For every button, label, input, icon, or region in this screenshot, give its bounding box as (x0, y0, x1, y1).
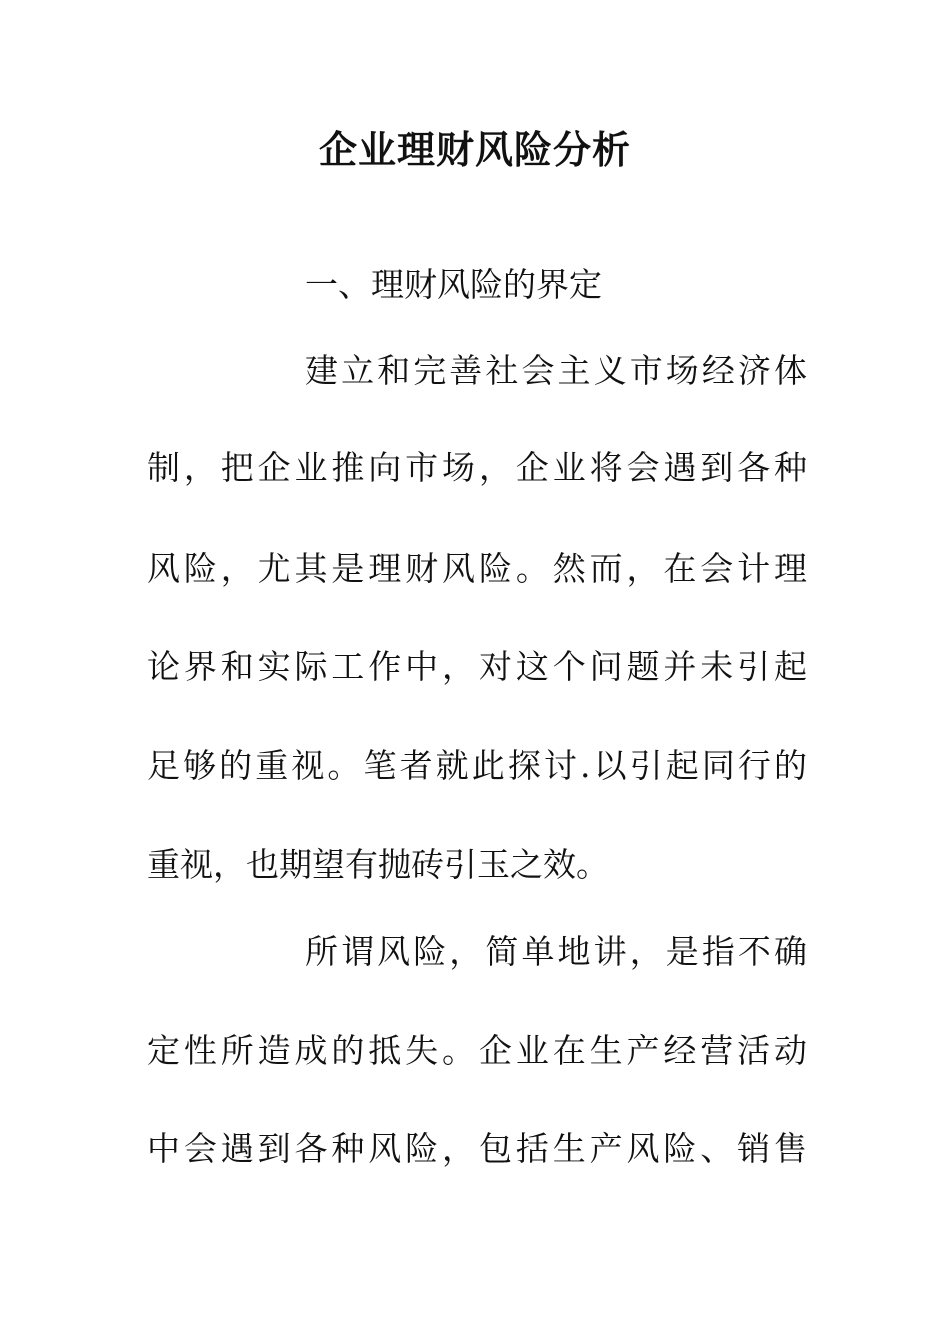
paragraph-1-line-2: 制，把企业推向市场，企业将会遇到各种 (147, 448, 807, 487)
paragraph-1-line-6: 重视，也期望有抛砖引玉之效。 (147, 845, 609, 884)
paragraph-2-line-1: 所谓风险，简单地讲，是指不确 (305, 932, 807, 971)
paragraph-2-line-2: 定性所造成的抵失。企业在生产经营活动 (147, 1031, 807, 1070)
paragraph-1-line-4: 论界和实际工作中，对这个问题并未引起 (147, 647, 807, 686)
paragraph-1-line-3: 风险，尤其是理财风险。然而，在会计理 (147, 549, 807, 588)
paragraph-2-line-3: 中会遇到各种风险，包括生产风险、销售 (147, 1129, 807, 1168)
paragraph-1-line-5: 足够的重视。笔者就此探讨.以引起同行的 (147, 746, 807, 785)
section-heading: 一、理财风险的界定 (305, 265, 602, 304)
document-title: 企业理财风险分析 (318, 127, 631, 172)
paragraph-1-line-1: 建立和完善社会主义市场经济体 (305, 351, 807, 390)
